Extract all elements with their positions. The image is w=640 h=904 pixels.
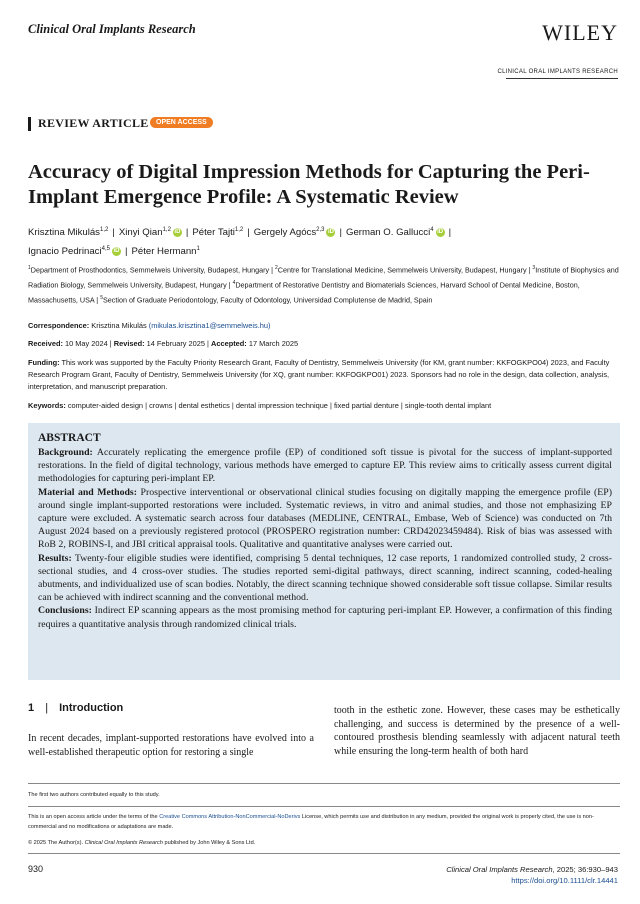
- affiliation-sup: 3: [532, 265, 536, 271]
- abstract-section-label: Conclusions:: [38, 605, 92, 617]
- received-label: Received:: [28, 339, 63, 348]
- abstract-section-text: Prospective interventional or observational clinical studies focusing on digitally mapping the emergence profile (EP) around single implant-supported restorations were included. Systematic reviews, in vitro and animal studies, and those not emphasizing EP capture were excluded. A systematic search across four databases (MEDLINE, CENTRAL, Embase, Web of Science) was conducted on 7th August 2024 based on a previously registered protocol (PROSPERO registration number: CRD42023459484). Risk of bias was assessed with RoB 2, ROBINS-I, and JBI critical appraisal tools. Qualitative and quantitative analyses were carried out.: [38, 486, 613, 551]
- abstract-section-label: Background:: [38, 447, 93, 458]
- author-separator: |: [247, 227, 250, 239]
- abstract-section-text: Indirect EP scanning appears as the most promising method for capturing peri-implant EP. However, a confirmation of this finding requires a quantitative analysis through randomized clinical trials.: [38, 605, 612, 630]
- copyright-note: © 2025 The Author(s). Clinical Oral Implants Research published by John Wiley & Sons Ltd.: [28, 840, 256, 846]
- author-list: [28, 222, 618, 260]
- article-type-bar: [28, 117, 31, 131]
- funding: [28, 357, 620, 393]
- author-6[interactable]: Péter Hermann: [131, 246, 197, 258]
- footnote-rule-2: [28, 806, 620, 807]
- dates: Received: 10 May 2024 | Revised: 14 February 2025 | Accepted: 17 March 2025: [28, 339, 299, 348]
- article-title: Accuracy of Digital Impression Methods for Capturing the Peri-Implant Emergence Profile: A Systematic Review: [28, 161, 590, 208]
- abstract-section: [38, 446, 612, 486]
- abstract-section-text: Accurately replicating the emergence profile (EP) of conditioned soft tissue is pivotal for the success of implant-supported restorations. In the field of digital technology, various methods have emerged to capture EP. This review aims to critically assess current digital methodologies for capturing peri-implant EP.: [38, 447, 612, 485]
- footnote-equal: The first two authors contributed equally to this study.: [28, 792, 160, 798]
- citation-journal: Clinical Oral Implants Research: [446, 865, 553, 874]
- keywords-text: computer-aided design | crowns | dental esthetics | dental impression technique | fixed partial denture | single-tooth dental implant: [67, 401, 492, 410]
- affiliation-separator: |: [226, 280, 233, 290]
- affiliation-text: Centre for Translational Medicine, Semmelweis University, Budapest, Hungary: [277, 265, 527, 275]
- author-separator: |: [185, 227, 189, 239]
- affiliation-sup: 5: [100, 294, 103, 301]
- author-5[interactable]: Ignacio Pedrinaci: [28, 246, 102, 258]
- journal-name-small: CLINICAL ORAL IMPLANTS RESEARCH: [497, 69, 618, 75]
- affiliation-text: Section of Graduate Periodontology, Faculty of Odontology, Universidad Complutense de Madrid, Spain: [102, 294, 433, 304]
- header-rule: [506, 78, 618, 79]
- author-affil-sup: 2,3: [316, 227, 325, 233]
- author-affil-sup: 1: [196, 246, 200, 253]
- body-text-left: In recent decades, implant-supported restorations have evolved into a well-established therapeutic option for restoring a single: [28, 733, 314, 758]
- author-affil-sup: 1,2: [99, 227, 109, 233]
- affiliation-separator: |: [94, 294, 101, 304]
- section-title: Introduction: [59, 702, 124, 714]
- article-type: REVIEW ARTICLE: [38, 116, 149, 130]
- affiliation-text: Institute of Biophysics and Radiation Biology, Semmelweis University, Budapest, Hungary: [28, 265, 619, 290]
- citation: [446, 864, 618, 886]
- footnote-rule: [28, 783, 620, 784]
- orcid-icon[interactable]: iD: [437, 229, 444, 236]
- author-3[interactable]: Gergely Agócs: [253, 227, 317, 239]
- section-heading: 1 | Introduction: [28, 702, 124, 714]
- received-date: 10 May 2024: [64, 339, 108, 348]
- orcid-icon[interactable]: iD: [113, 248, 120, 255]
- abstract-section-label: Results:: [38, 552, 72, 564]
- abstract-section: [38, 486, 612, 552]
- keywords: [28, 400, 620, 412]
- doi-link[interactable]: https://doi.org/10.1111/clr.14441: [511, 876, 618, 885]
- affiliation-separator: |: [269, 265, 276, 275]
- abstract-heading: ABSTRACT: [38, 432, 101, 444]
- funding-label: Funding:: [28, 358, 60, 367]
- affiliations: [28, 262, 620, 306]
- affiliation-sup: 4: [232, 279, 236, 286]
- correspondence-email[interactable]: (mikulas.krisztina1@semmelweis.hu): [148, 321, 271, 330]
- author-separator: |: [448, 227, 452, 239]
- accepted-date: 17 March 2025: [248, 339, 299, 348]
- footer-rule: [28, 853, 620, 854]
- publisher-logo[interactable]: WILEY: [542, 20, 618, 45]
- revised-date: 14 February 2025: [146, 339, 205, 348]
- funding-text: This work was supported by the Faculty Priority Research Grant, Faculty of Dentistry, Semmelweis University (for KM, grant number: KKFOGKPO04) 2023, and Faculty Research Program Grant, Faculty of Dentistry, Semmelweis University (for XQ, grant number: KKFOGKPO01) 2023. Sponsors had no role in the design, data collection, analysis, interpretation, and manuscript preparation.: [28, 358, 610, 391]
- orcid-icon[interactable]: iD: [174, 229, 181, 236]
- open-access-badge: OPEN ACCESS: [150, 117, 213, 128]
- author-0[interactable]: Krisztina Mikulás: [28, 227, 100, 239]
- revised-label: Revised:: [113, 339, 145, 348]
- author-affil-sup: 4: [430, 227, 434, 233]
- affiliation-sup: 2: [275, 265, 278, 271]
- author-separator: |: [339, 227, 342, 239]
- abstract-body: [38, 446, 612, 631]
- section-number: 1: [28, 702, 35, 714]
- correspondence: [28, 320, 620, 332]
- citation-volume: , 2025; 36:930–943: [552, 865, 618, 874]
- author-affil-sup: 1,2: [162, 227, 171, 233]
- correspondence-label: Correspondence:: [28, 321, 90, 330]
- body-text-right: tooth in the esthetic zone. However, these cases may be esthetically challenging, and success is determined by the presence of a well-contoured prosthesis blending seamlessly with adjacent natural teeth while ensuring the long-term health of both hard: [334, 705, 620, 757]
- affiliation-separator: |: [526, 265, 533, 275]
- affiliation-text: Department of Restorative Dentistry and Biomaterials Sciences, Harvard School of Dental Medicine, Boston, Massachusetts, USA: [28, 280, 580, 304]
- correspondence-name: Krisztina Mikulás: [91, 321, 147, 330]
- author-affil-sup: 4,5: [101, 246, 110, 253]
- accepted-label: Accepted:: [211, 339, 247, 348]
- author-separator: |: [112, 227, 115, 239]
- author-affil-sup: 1,2: [234, 227, 244, 233]
- abstract-section: [38, 604, 612, 630]
- author-1[interactable]: Xinyi Qian: [118, 227, 163, 239]
- license-link[interactable]: Creative Commons Attribution-NonCommercial-NoDerivs: [159, 814, 301, 820]
- abstract-section-text: Twenty-four eligible studies were identified, comprising 5 dental techniques, 12 case reports, 1 randomized controlled study, 2 cross-sectional studies, and 4 cross-over studies. The studies reported semi-digital pathways, direct scanning, indirect scanning, coded-healing abutments, and individualized use of scan bodies. Notably, the direct scanning technique showed considerable soft tissue collapse. Similar results can be achieved with indirect scanning and the conventional method.: [38, 552, 612, 604]
- keywords-label: Keywords:: [28, 401, 66, 410]
- abstract-section: [38, 552, 612, 605]
- abstract-section-label: Material and Methods:: [38, 486, 137, 498]
- author-separator: |: [124, 246, 128, 258]
- author-2[interactable]: Péter Tajti: [192, 227, 235, 239]
- page-number: 930: [28, 864, 44, 874]
- orcid-icon[interactable]: iD: [327, 229, 334, 236]
- affiliation-sup: 1: [28, 265, 31, 271]
- author-4[interactable]: German O. Gallucci: [345, 227, 431, 239]
- affiliation-text: Department of Prosthodontics, Semmelweis University, Budapest, Hungary: [30, 265, 270, 275]
- license-note: This is an open access article under the terms of the Creative Commons Attribution-NonCommercial-NoDerivs License, which permits use and distribution in any medium, provided the original work is properly cited, the use is non-commercial and no modifications or adaptations are made.: [28, 814, 594, 830]
- journal-name: Clinical Oral Implants Research: [28, 22, 196, 36]
